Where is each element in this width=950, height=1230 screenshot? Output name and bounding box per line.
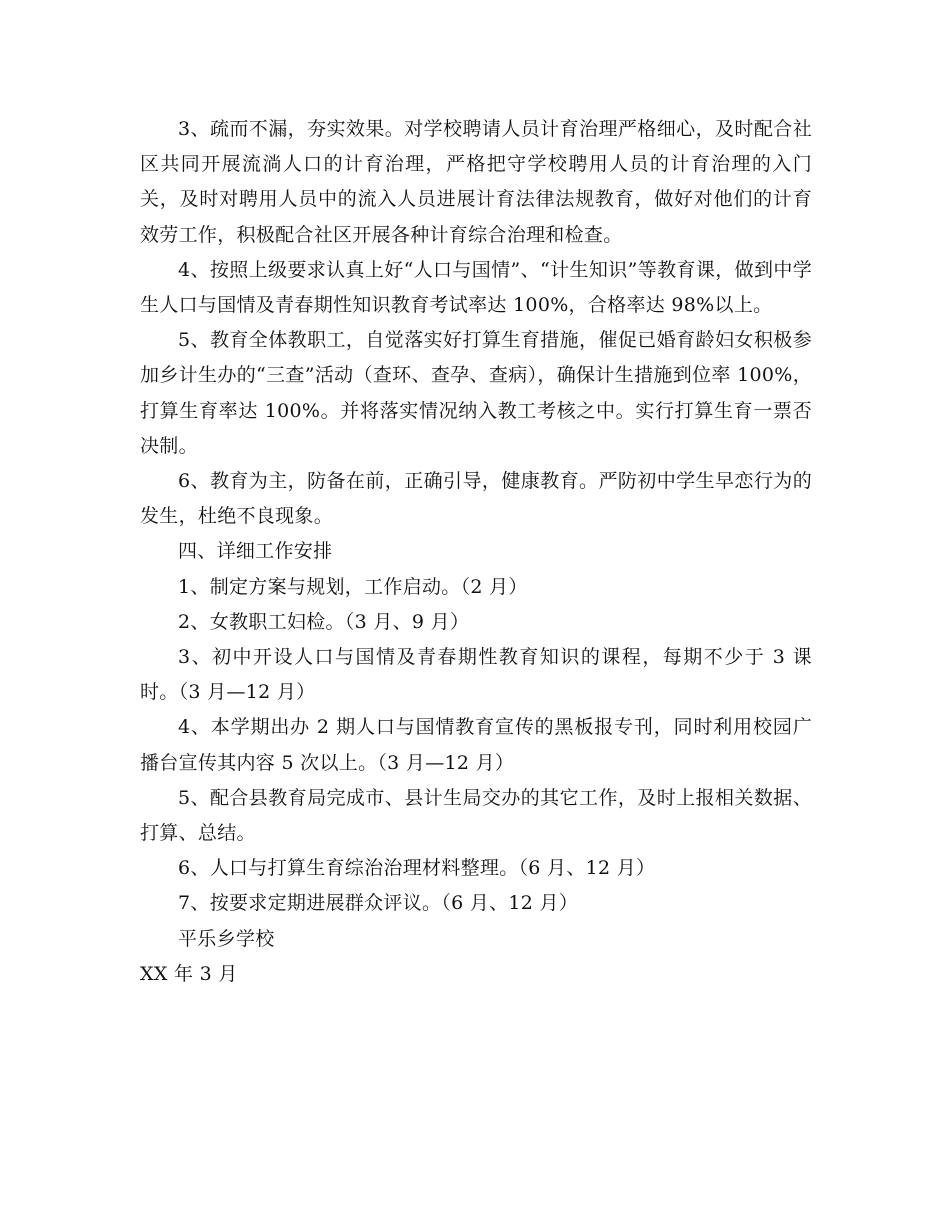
paragraph-item-5-staff-education: 5、教育全体教职工，自觉落实好打算生育措施，催促已婚育龄妇女积极参加乡计生办的“三查”活动（查环、查孕、查病），确保计生措施到位率 100%，打算生育率达 100%。并将落实情况纳入教工考核之中。实行打算生育一票否决制。	[140, 329, 812, 457]
schedule-item-7: 7、按要求定期进展群众评议。（6 月、12 月）	[178, 892, 579, 915]
document-body	[140, 112, 812, 992]
signature-school-name: 平乐乡学校	[178, 927, 275, 950]
section-heading-work-schedule: 四、详细工作安排	[178, 540, 333, 563]
schedule-item-1: 1、制定方案与规划，工作启动。（2 月）	[178, 575, 528, 598]
schedule-item-6: 6、人口与打算生育综治治理材料整理。（6 月、12 月）	[178, 857, 656, 880]
schedule-item-5: 5、配合县教育局完成市、县计生局交办的其它工作，及时上报相关数据、打算、总结。	[140, 786, 812, 845]
paragraph-item-4-education-course: 4、按照上级要求认真上好“人口与国情”、“计生知识”等教育课，做到中学生人口与国情及青春期性知识教育考试率达 100%，合格率达 98%以上。	[140, 258, 812, 317]
schedule-item-4: 4、本学期出办 2 期人口与国情教育宣传的黑板报专刊，同时利用校园广播台宣传其内容 5 次以上。（3 月—12 月）	[140, 716, 812, 774]
signature-date: XX 年 3 月	[140, 962, 238, 985]
paragraph-item-3-implementation: 3、疏而不漏，夯实效果。对学校聘请人员计育治理严格细心，及时配合社区共同开展流淌人口的计育治理，严格把守学校聘用人员的计育治理的入门关，及时对聘用人员中的流入人员进展计育法律法规教育，做好对他们的计育效劳工作，积极配合社区开展各种计育综合治理和检查。	[140, 118, 812, 246]
schedule-item-3: 3、初中开设人口与国情及青春期性教育知识的课程，每期不少于 3 课时。（3 月—12 月）	[140, 646, 812, 704]
paragraph-item-6-guidance: 6、教育为主，防备在前，正确引导，健康教育。严防初中学生早恋行为的发生，杜绝不良现象。	[140, 470, 812, 528]
schedule-item-2: 2、女教职工妇检。（3 月、9 月）	[178, 610, 470, 633]
